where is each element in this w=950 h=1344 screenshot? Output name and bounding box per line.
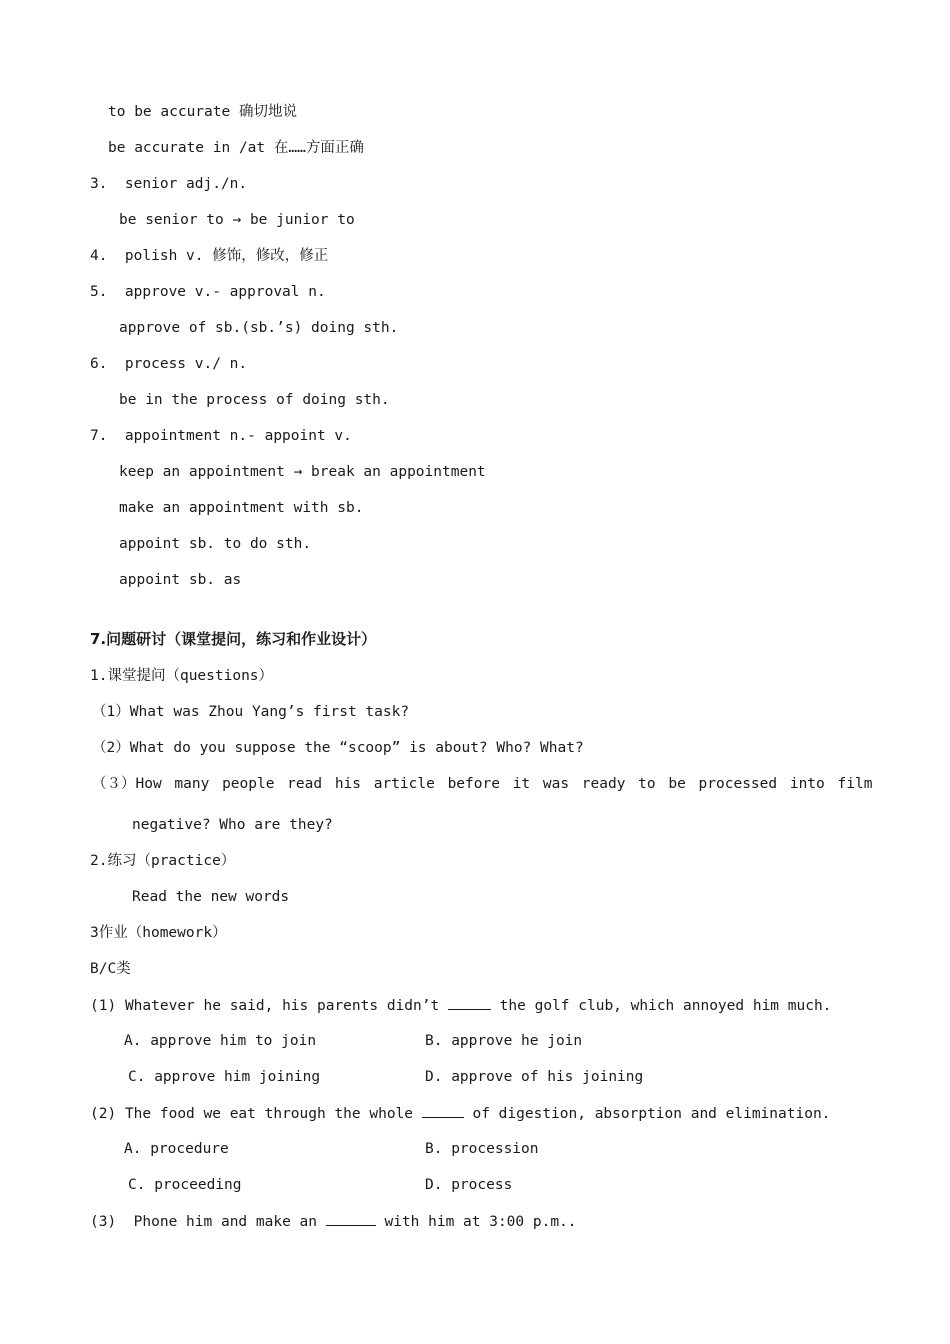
exercise-1-option-b: B. approve he join: [425, 1033, 583, 1049]
exercise-stem-before: The food we eat through the whole: [124, 1106, 422, 1122]
exercise-stem-after: of digestion, absorption and elimination.: [463, 1106, 831, 1122]
vocab-item-approve-usage: approve of sb.(sb.’s) doing sth.: [119, 320, 399, 336]
exercise-2-stem: [90, 1103, 830, 1123]
vocab-item-polish: 4. polish v. 修饰，修改，修正: [90, 248, 329, 264]
exercise-1-option-d: D. approve of his joining: [425, 1069, 644, 1085]
section-heading: 7.问题研讨（课堂提问，练习和作业设计）: [90, 630, 377, 648]
vocab-to-be-accurate: to be accurate 确切地说: [108, 104, 297, 120]
vocab-item-process: 6. process v./ n.: [90, 356, 248, 372]
question-2: （2）What do you suppose the “scoop” is about? Who? What?: [92, 740, 584, 756]
practice-text: Read the new words: [132, 889, 290, 905]
vocab-item-approve: 5. approve v.- approval n.: [90, 284, 326, 300]
exercise-2-option-b: B. procession: [425, 1141, 539, 1157]
question-3-line-1: （３）How many people read his article before it was ready to be processed into film: [92, 776, 873, 792]
exercise-number: (1): [90, 998, 117, 1014]
vocab-item-senior-usage: be senior to → be junior to: [119, 212, 355, 228]
questions-title: 1.课堂提问（questions）: [90, 668, 274, 684]
homework-title: 3作业（homework）: [90, 925, 227, 941]
vocab-be-accurate-in: be accurate in /at 在……方面正确: [108, 140, 364, 156]
exercise-stem-after: the golf club, which annoyed him much.: [490, 998, 832, 1014]
answer-blank: [448, 995, 491, 1010]
exercise-2-option-a: A. procedure: [124, 1141, 229, 1157]
answer-blank: [326, 1211, 376, 1226]
practice-title: 2.练习（practice）: [90, 853, 236, 869]
bc-category-label: B/C类: [90, 961, 131, 977]
vocab-item-appointment-usage-2: make an appointment with sb.: [119, 500, 364, 516]
vocab-item-appointment: 7. appointment n.- appoint v.: [90, 428, 352, 444]
vocab-item-appointment-usage-3: appoint sb. to do sth.: [119, 536, 312, 552]
exercise-2-option-c: C. proceeding: [128, 1177, 242, 1193]
vocab-item-senior: 3. senior adj./n.: [90, 176, 248, 192]
exercise-stem-before: Phone him and make an: [133, 1214, 326, 1230]
question-3-line-2: negative? Who are they?: [132, 817, 333, 833]
vocab-item-appointment-usage-1: keep an appointment → break an appointment: [119, 464, 486, 480]
answer-blank: [422, 1103, 464, 1118]
exercise-stem-after: with him at 3:00 p.m..: [375, 1214, 577, 1230]
vocab-item-appointment-usage-4: appoint sb. as: [119, 572, 242, 588]
exercise-number: (2): [90, 1106, 117, 1122]
question-1: （1）What was Zhou Yang’s first task?: [92, 704, 410, 720]
exercise-1-option-a: A. approve him to join: [124, 1033, 317, 1049]
exercise-1-stem: [90, 995, 831, 1015]
exercise-2-option-d: D. process: [425, 1177, 513, 1193]
vocab-item-process-usage: be in the process of doing sth.: [119, 392, 390, 408]
exercise-1-option-c: C. approve him joining: [128, 1069, 321, 1085]
exercise-number: (3): [90, 1214, 117, 1230]
exercise-3-stem: [90, 1211, 577, 1231]
exercise-stem-before: Whatever he said, his parents didn’t: [124, 998, 448, 1014]
